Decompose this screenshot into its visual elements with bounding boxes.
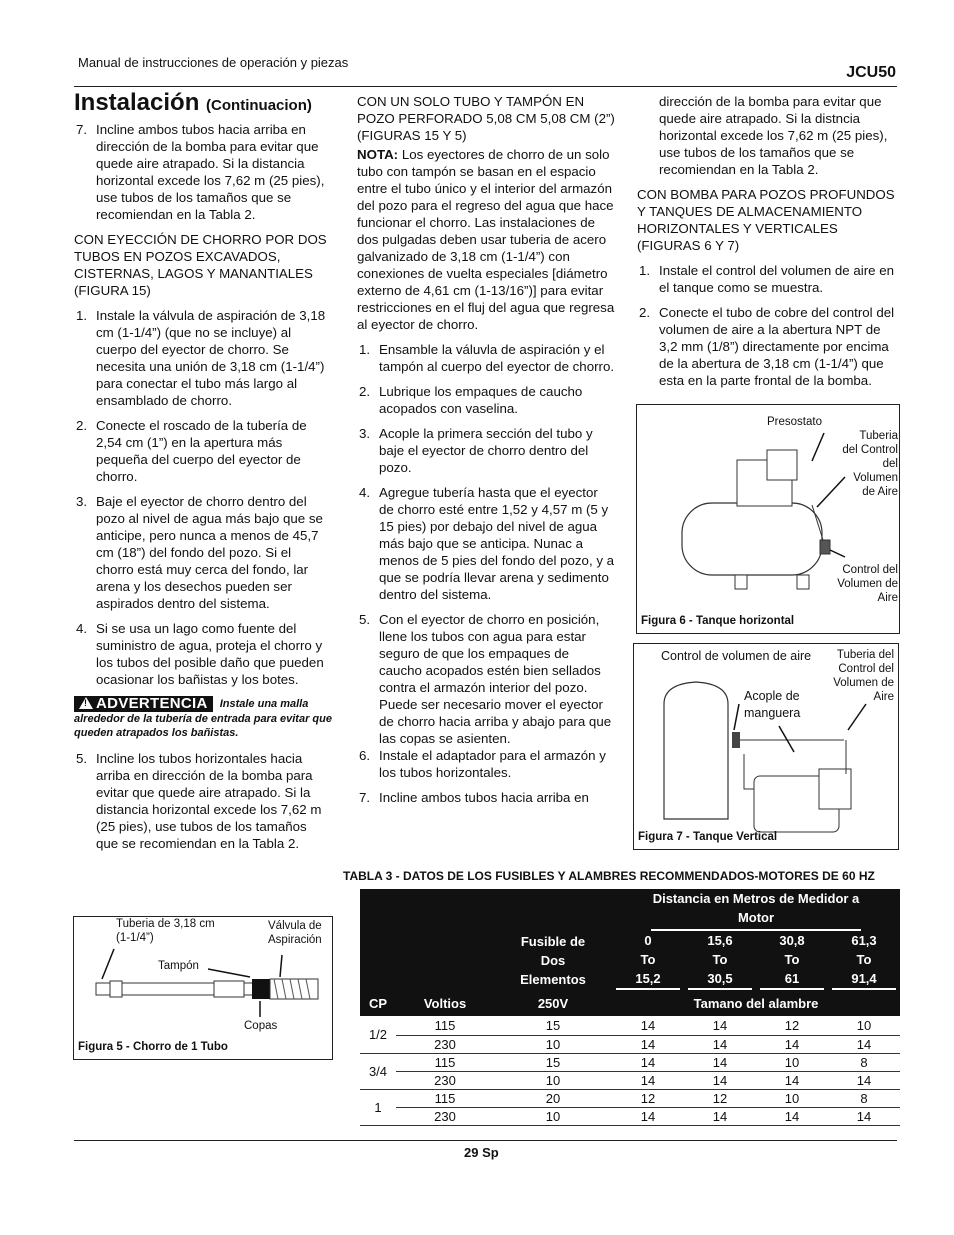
cell-volts: 230 [396, 1035, 494, 1053]
table-3-title: TABLA 3 - DATOS DE LOS FUSIBLES Y ALAMBRES RECOMMENDADOS-MOTORES DE 60 HZ [343, 869, 875, 883]
cell-cp: 3/4 [360, 1053, 396, 1089]
range-to: 91,4 [851, 971, 877, 986]
item-number: 2. [639, 305, 651, 320]
list-item [637, 304, 899, 389]
label-packer: Tampón [158, 960, 199, 972]
cell-wire: 10 [828, 1016, 900, 1035]
table-header-empty [396, 931, 494, 990]
cell-volts: 230 [396, 1071, 494, 1089]
section-title-continuation: (Continuacion) [206, 97, 312, 114]
item-text: Ensamble la váluvla de aspiración y el tampón al cuerpo del eyector de chorro. [379, 342, 615, 374]
range-to: 30,5 [707, 971, 733, 986]
figure-7 [633, 643, 899, 850]
figure-5-caption: Figura 5 - Chorro de 1 Tubo [78, 1041, 228, 1053]
cell-wire: 14 [684, 1016, 756, 1035]
cell-wire: 8 [828, 1089, 900, 1107]
cell-wire: 14 [684, 1053, 756, 1071]
table-row [360, 1035, 900, 1053]
range-to-word: To [712, 952, 728, 967]
cell-wire: 12 [756, 1016, 828, 1035]
list-item [357, 425, 615, 476]
footer-rule [74, 1140, 897, 1141]
label-pressure-switch: Presostato [767, 416, 822, 428]
cell-wire: 8 [828, 1053, 900, 1071]
cell-fuse: 15 [494, 1016, 612, 1035]
cell-volts: 115 [396, 1053, 494, 1071]
list-item [74, 493, 332, 612]
col1-item-list [74, 307, 332, 688]
label-cups: Copas [244, 1020, 278, 1032]
cell-wire: 14 [684, 1035, 756, 1053]
col-header-wire: Tamano del alambre [612, 990, 900, 1016]
item-number: 2. [359, 384, 371, 399]
col2-note [357, 146, 615, 333]
item-number: 7. [359, 790, 371, 805]
warning-badge-label: ADVERTENCIA [96, 695, 208, 712]
fuse-header-text: Fusible de Dos Elementos [520, 934, 586, 987]
cell-fuse: 20 [494, 1089, 612, 1107]
item-text: Agregue tubería hasta que el eyector de chorro esté entre 1,52 y 4,57 m (5 y 15 pies) por debajo del nivel de agua más bajo que se anticipa. Nunac a menos de 5 pies del fondo del pozo, y a que se podría llevar arena y sedimento dentro del sistema. [379, 485, 615, 602]
item-text: Con el eyector de chorro en posición, llene los tubos con agua para estar seguro de que los empaques de caucho acopados estén bien sellados contra el armazón interior del pozo. Puede ser necesario mover el eyector de chorro hacia arriba y abajo para que las copas se asienten. [379, 612, 612, 746]
range-to-word: To [784, 952, 800, 967]
cell-fuse: 10 [494, 1035, 612, 1053]
cell-cp: 1 [360, 1089, 396, 1125]
warning-badge [74, 696, 213, 712]
cell-wire: 14 [612, 1053, 684, 1071]
table-row [360, 1071, 900, 1089]
list-item [357, 789, 615, 806]
list-item [357, 341, 615, 375]
table-row [360, 1016, 900, 1035]
item-number: 1. [76, 308, 88, 323]
section-title [74, 89, 312, 120]
item-text: Incline los tubos horizontales hacia arriba en dirección de la bomba para evitar que quede aire atrapado. Si la distancia horizontal excede los 7,62 m (25 pies), use tubos de los tamaños que se recomiendan en la Tabla 2. [96, 751, 322, 851]
column-2 [357, 93, 615, 814]
note-text: Los eyectores de chorro de un solo tubo con tampón se basan en el espacio entre el tubo único y el interior del armazón del pozo para el regreso del agua que hace funcionar el chorro. Las instalaciones de dos pulgadas deben usar tuberia de acero galvanizado de 3,18 cm (1-1/4”) con conexiones de vuelta especiales [diámetro externo de 4,61 cm (1-13/16”)] para evitar restricciones en el fluj del agua que regresa al eyector de chorro. [357, 147, 615, 332]
manual-title: Manual de instrucciones de operación y piezas [78, 55, 349, 70]
table-row [360, 1053, 900, 1071]
label-control-tube: Tuberia del Control del Volumen de Aire [842, 430, 898, 498]
cell-wire: 10 [756, 1053, 828, 1071]
table-header-empty [360, 931, 396, 990]
table-header-range [828, 931, 900, 990]
label-air-volume-control: Control de volumen de aire [661, 649, 812, 663]
range-to-word: To [640, 952, 656, 967]
item-number: 1. [639, 263, 651, 278]
col1-item5-list [74, 750, 332, 852]
item-number: 1. [359, 342, 371, 357]
column-1 [74, 121, 332, 860]
col-header-cp: CP [360, 990, 396, 1016]
item-number: 4. [76, 621, 88, 636]
section-title-main: Instalación [74, 89, 200, 116]
label-control-tube: Tuberia del Control del Volumen de Aire [833, 649, 894, 703]
warning-triangle-icon [79, 697, 93, 709]
item-text: Instale el control del volumen de aire en el tanque como se muestra. [659, 263, 895, 295]
fuse-wire-table [360, 889, 900, 1126]
item-number: 5. [359, 612, 371, 627]
figure-6 [636, 404, 900, 634]
label-air-control: Control del Volumen de Aire [837, 564, 898, 604]
item-number: 5. [76, 751, 88, 766]
cell-wire: 14 [756, 1035, 828, 1053]
cell-wire: 14 [828, 1035, 900, 1053]
figure-5 [73, 916, 333, 1060]
label-foot-valve: Válvula de Aspiración [268, 920, 322, 946]
column-3 [637, 93, 899, 397]
col2-heading: CON UN SOLO TUBO Y TAMPÓN EN POZO PERFORADO 5,08 CM 5,08 CM (2”) (FIGURAS 15 Y 5) [357, 94, 615, 143]
list-item [74, 307, 332, 409]
cell-wire: 14 [684, 1071, 756, 1089]
range-to: 61 [784, 971, 800, 986]
item-number: 2. [76, 418, 88, 433]
distance-header-text: Distancia en Metros de Medidor a Motor [651, 889, 861, 931]
page-number: 29 Sp [464, 1145, 499, 1160]
range-to-word: To [856, 952, 872, 967]
label-hose-fitting: Acople de manguera [744, 689, 801, 720]
cell-wire: 10 [756, 1089, 828, 1107]
item-text: Lubrique los empaques de caucho acopados con vaselina. [379, 384, 583, 416]
warning-text: Instale una malla alrededor de la tubería de entrada para evitar que queden atrapados los bañistas. [74, 697, 332, 739]
col1-item7-list [74, 121, 332, 223]
cell-volts: 230 [396, 1107, 494, 1125]
list-item [74, 417, 332, 485]
table-header-range [684, 931, 756, 990]
range-from: 61,3 [851, 933, 877, 948]
cell-wire: 12 [612, 1089, 684, 1107]
cell-wire: 14 [828, 1071, 900, 1089]
item-number: 6. [359, 748, 371, 763]
item-text: Conecte el tubo de cobre del control del volumen de aire a la abertura NPT de 3,2 mm (1/8”) directamente por encima de la abertura de 3,18 cm (1-1/4”) que esta en la parte frontal de la bomba. [659, 305, 895, 388]
label-pipe: Tuberia de 3,18 cm (1-1/4”) [116, 918, 215, 944]
col2-item-list [357, 341, 615, 806]
cell-wire: 14 [828, 1107, 900, 1125]
range-to: 15,2 [635, 971, 661, 986]
list-item [357, 484, 615, 603]
item-text: Incline ambos tubos hacia arriba en [379, 790, 589, 805]
list-item [74, 620, 332, 688]
item-text: Instale el adaptador para el armazón y los tubos horizontales. [379, 748, 606, 780]
cell-wire: 12 [684, 1089, 756, 1107]
col3-continuation: dirección de la bomba para evitar que quede aire atrapado. Si la distncia horizontal excede los 7,62 m (25 pies), use tubos de los tamaños que se recomiendan en la Tabla 2. [659, 94, 888, 177]
item-text: Instale la válvula de aspiración de 3,18 cm (1-1/4”) (que no se incluye) al cuerpo del eyector de chorro. Se necesita una unión de 3,18 cm (1-1/4”) para conectar el tubo más largo al ensamblado de chorro. [96, 308, 326, 408]
cell-wire: 14 [756, 1107, 828, 1125]
header-rule [74, 86, 897, 87]
cell-wire: 14 [612, 1016, 684, 1035]
list-item [357, 747, 615, 781]
cell-wire: 14 [756, 1071, 828, 1089]
cell-volts: 115 [396, 1016, 494, 1035]
cell-fuse: 15 [494, 1053, 612, 1071]
col3-item-list [637, 262, 899, 389]
range-from: 30,8 [779, 933, 805, 948]
col3-heading: CON BOMBA PARA POZOS PROFUNDOS Y TANQUES DE ALMACENAMIENTO HORIZONTALES Y VERTICALES (FIGURAS 6 Y 7) [637, 187, 895, 253]
figure-6-caption: Figura 6 - Tanque horizontal [641, 615, 795, 627]
item-number: 3. [359, 426, 371, 441]
cell-cp: 1/2 [360, 1016, 396, 1053]
cell-fuse: 10 [494, 1107, 612, 1125]
item-text: Si se usa un lago como fuente del suministro de agua, proteja el chorro y los tubos del posible daño que pueden ocasionar los bañistas y los botes. [96, 621, 324, 687]
range-from: 15,6 [707, 933, 733, 948]
item-text: Acople la primera sección del tubo y baje el eyector de chorro dentro del pozo. [379, 426, 593, 475]
table-row [360, 1107, 900, 1125]
range-from: 0 [644, 933, 652, 948]
list-item [637, 262, 899, 296]
table-header-range [756, 931, 828, 990]
model-number: JCU50 [846, 64, 896, 81]
item-text: Incline ambos tubos hacia arriba en dirección de la bomba para evitar que quede aire atrapado. Si la distancia horizontal excede los 7,62 m (25 pies), use tubos de los tamaños que se recomiendan en la Tabla 2. [96, 122, 325, 222]
list-item [74, 121, 332, 223]
cell-wire: 14 [612, 1035, 684, 1053]
cell-wire: 14 [612, 1071, 684, 1089]
cell-wire: 14 [612, 1107, 684, 1125]
table-header-empty [360, 889, 612, 931]
col-header-volts: Voltios [396, 990, 494, 1016]
item-text: Conecte el roscado de la tubería de 2,54 cm (1”) en la apertura más pequeña del cuerpo del eyector de chorro. [96, 418, 307, 484]
item-number: 4. [359, 485, 371, 500]
item-number: 3. [76, 494, 88, 509]
item-text: Baje el eyector de chorro dentro del pozo al nivel de agua más bajo que se anticipe, pero nunca a menos de 45,7 cm (18”) del fondo del pozo. Si el chorro está muy cerca del fondo, lar arena y los desechos pueden ser aspirados dentro del sistema. [96, 494, 323, 611]
figure-7-caption: Figura 7 - Tanque Vertical [638, 831, 778, 843]
note-label: NOTA: [357, 147, 399, 162]
list-item [357, 611, 615, 747]
list-item [357, 383, 615, 417]
item-number: 7. [76, 122, 88, 137]
table-header-range [612, 931, 684, 990]
cell-wire: 14 [684, 1107, 756, 1125]
col-header-fuse: 250V [494, 990, 612, 1016]
warning-block [74, 696, 332, 740]
table-row [360, 1089, 900, 1107]
cell-fuse: 10 [494, 1071, 612, 1089]
list-item [74, 750, 332, 852]
table-header-fuse [494, 931, 612, 990]
cell-volts: 115 [396, 1089, 494, 1107]
col1-heading: CON EYECCIÓN DE CHORRO POR DOS TUBOS EN POZOS EXCAVADOS, CISTERNAS, LAGOS Y MANANTIALES (FIGURA 15) [74, 232, 327, 298]
table-header-distance [612, 889, 900, 931]
